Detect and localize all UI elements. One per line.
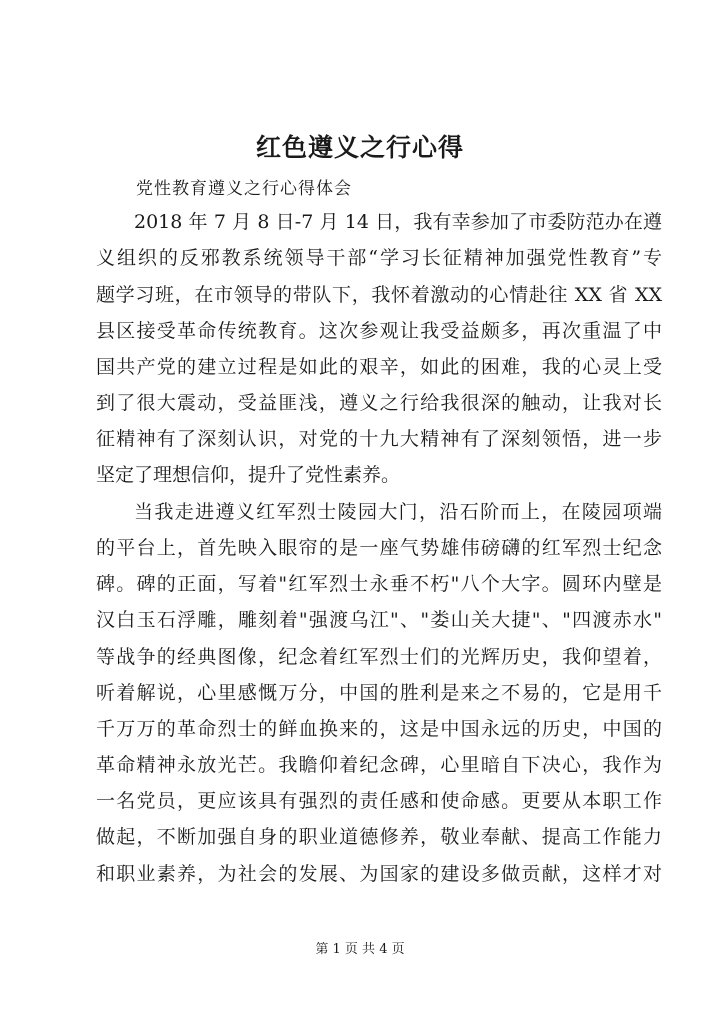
text-line: 革命精神永放光芒。我瞻仰着纪念碑，心里暗自下决心，我作为 xyxy=(96,754,662,776)
text-line: 一名党员，更应该具有强烈的责任感和使命感。更要从本职工作 xyxy=(96,790,662,812)
page-title: 红色遵义之行心得 xyxy=(255,133,464,162)
text-line: 听着解说，心里感慨万分，中国的胜利是来之不易的，它是用千 xyxy=(96,682,662,704)
text-line: 做起，不断加强自身的职业道德修养，敬业奉献、提高工作能力 xyxy=(96,826,662,848)
text-line: 国共产党的建立过程是如此的艰辛，如此的困难，我的心灵上受 xyxy=(96,356,662,378)
page-number-footer: 第 1 页 共 4 页 xyxy=(315,942,405,957)
text-line: 征精神有了深刻认识，对党的十九大精神有了深刻领悟，进一步 xyxy=(96,428,662,450)
text-line: 坚定了理想信仰，提升了党性素养。 xyxy=(96,464,401,486)
text-line: 义组织的反邪教系统领导干部“学习长征精神加强党性教育”专 xyxy=(96,247,662,269)
text-line: 到了很大震动，受益匪浅，遵义之行给我很深的触动，让我对长 xyxy=(96,392,662,414)
text-line: 等战争的经典图像，纪念着红军烈士们的光辉历史，我仰望着， xyxy=(96,646,662,668)
text-line: 千万万的革命烈士的鲜血换来的，这是中国永远的历史，中国的 xyxy=(96,718,662,740)
text-line: 的平台上，首先映入眼帘的是一座气势雄伟磅礴的红军烈士纪念 xyxy=(96,537,662,559)
text-line: 汉白玉石浮雕，雕刻着"强渡乌江"、"娄山关大捷"、"四渡赤水" xyxy=(96,609,662,631)
text-line: 当我走进遵义红军烈士陵园大门，沿石阶而上，在陵园项端 xyxy=(134,501,662,523)
text-line: 2018 年 7 月 8 日-7 月 14 日，我有幸参加了市委防范办在遵 xyxy=(134,211,662,233)
text-line: 和职业素养，为社会的发展、为国家的建设多做贡献，这样才对 xyxy=(96,863,662,885)
text-line: 题学习班，在市领导的带队下，我怀着激动的心情赴往 XX 省 XX xyxy=(96,284,662,306)
text-line: 碑。碑的正面，写着"红军烈士永垂不朽"八个大字。圆环内壁是 xyxy=(96,573,662,595)
document-subtitle: 党性教育遵义之行心得体会 xyxy=(136,179,352,199)
text-line: 县区接受革命传统教育。这次参观让我受益颇多，再次重温了中 xyxy=(96,320,662,342)
